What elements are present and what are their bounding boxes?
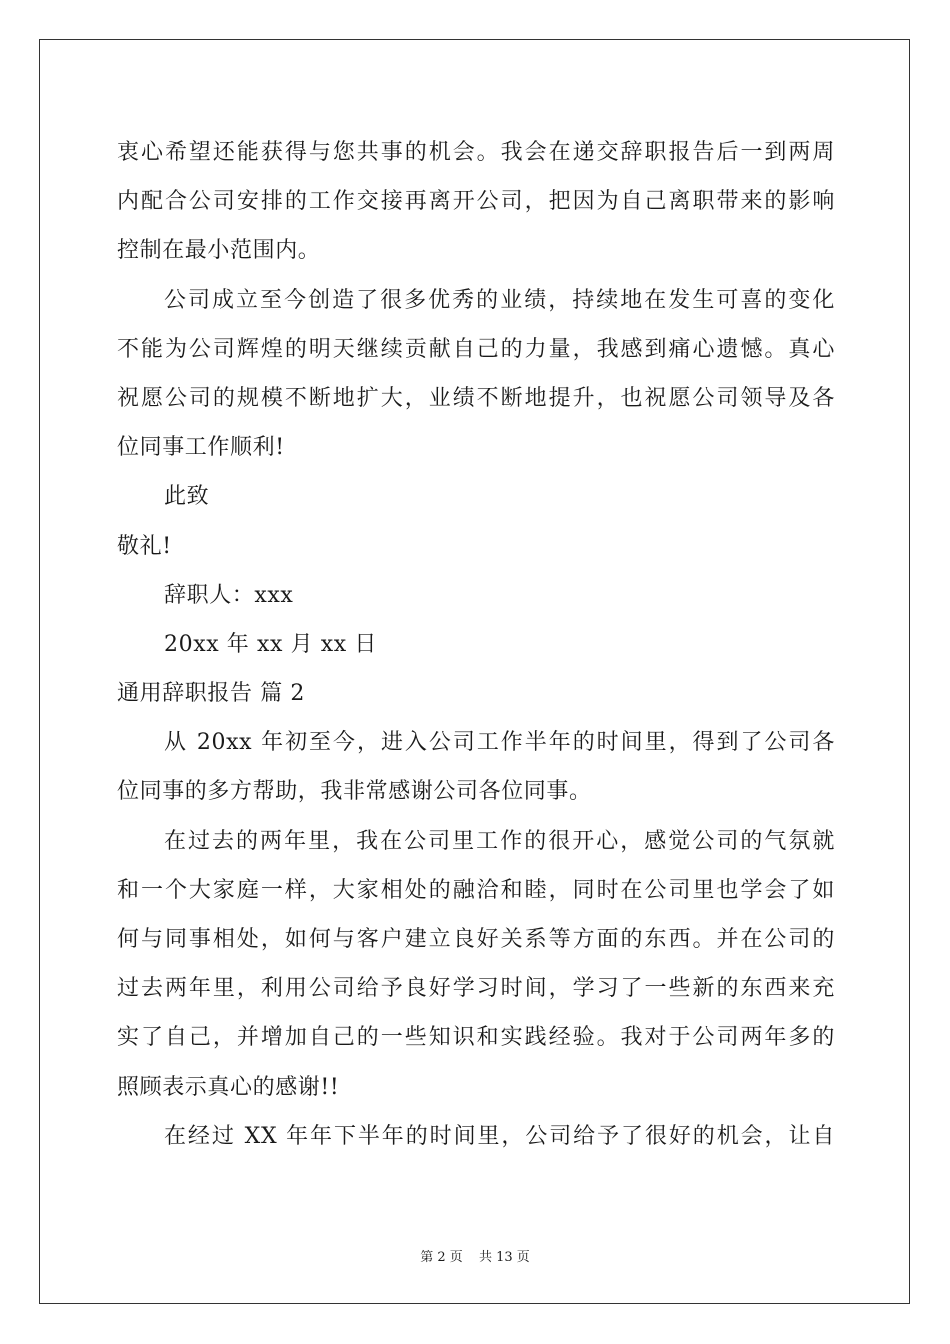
page-number: 第 2 页 bbox=[420, 1250, 463, 1265]
text-line: 衷心希望还能获得与您共事的机会。我会在递交辞职报告后一到两周 bbox=[117, 140, 835, 165]
paragraph-start-line: 在过去的两年里，我在公司里工作的很开心，感觉公司的气氛就 bbox=[164, 828, 835, 854]
salutation-line: 此致 bbox=[164, 484, 210, 510]
text-line: 照顾表示真心的感谢!! bbox=[117, 1074, 340, 1100]
text-line: 祝愿公司的规模不断地扩大，业绩不断地提升，也祝愿公司领导及各 bbox=[117, 385, 835, 411]
paragraph-start-line: 从 20xx 年初至今，进入公司工作半年的时间里，得到了公司各 bbox=[164, 730, 835, 756]
text-line: 实了自己，并增加自己的一些知识和实践经验。我对于公司两年多的 bbox=[117, 1025, 835, 1051]
text-line: 控制在最小范围内。 bbox=[117, 238, 321, 264]
closing-line: 敬礼! bbox=[117, 533, 172, 559]
text-line: 过去两年里，利用公司给予良好学习时间，学习了一些新的东西来充 bbox=[117, 976, 835, 1002]
text-line: 何与同事相处，如何与客户建立良好关系等方面的东西。并在公司的 bbox=[117, 927, 835, 952]
text-line: 和一个大家庭一样，大家相处的融洽和睦，同时在公司里也学会了如 bbox=[117, 877, 835, 903]
paragraph-start-line: 在经过 XX 年年下半年的时间里，公司给予了很好的机会，让自 bbox=[164, 1123, 835, 1149]
text-line: 内配合公司安排的工作交接再离开公司，把因为自己离职带来的影响 bbox=[117, 189, 835, 215]
page-total: 共 13 页 bbox=[478, 1250, 530, 1265]
signer-line: 辞职人：xxx bbox=[164, 582, 294, 608]
text-line: 不能为公司辉煌的明天继续贡献自己的力量，我感到痛心遗憾。真心 bbox=[117, 336, 835, 362]
section-heading: 通用辞职报告 篇 2 bbox=[117, 681, 305, 707]
text-line: 位同事的多方帮助，我非常感谢公司各位同事。 bbox=[117, 779, 592, 805]
document-body bbox=[117, 128, 835, 1161]
page-footer bbox=[0, 1246, 950, 1265]
paragraph-start-line: 公司成立至今创造了很多优秀的业绩，持续地在发生可喜的变化 bbox=[164, 287, 835, 313]
text-line: 位同事工作顺利! bbox=[117, 435, 285, 461]
date-line: 20xx 年 xx 月 xx 日 bbox=[164, 631, 378, 657]
